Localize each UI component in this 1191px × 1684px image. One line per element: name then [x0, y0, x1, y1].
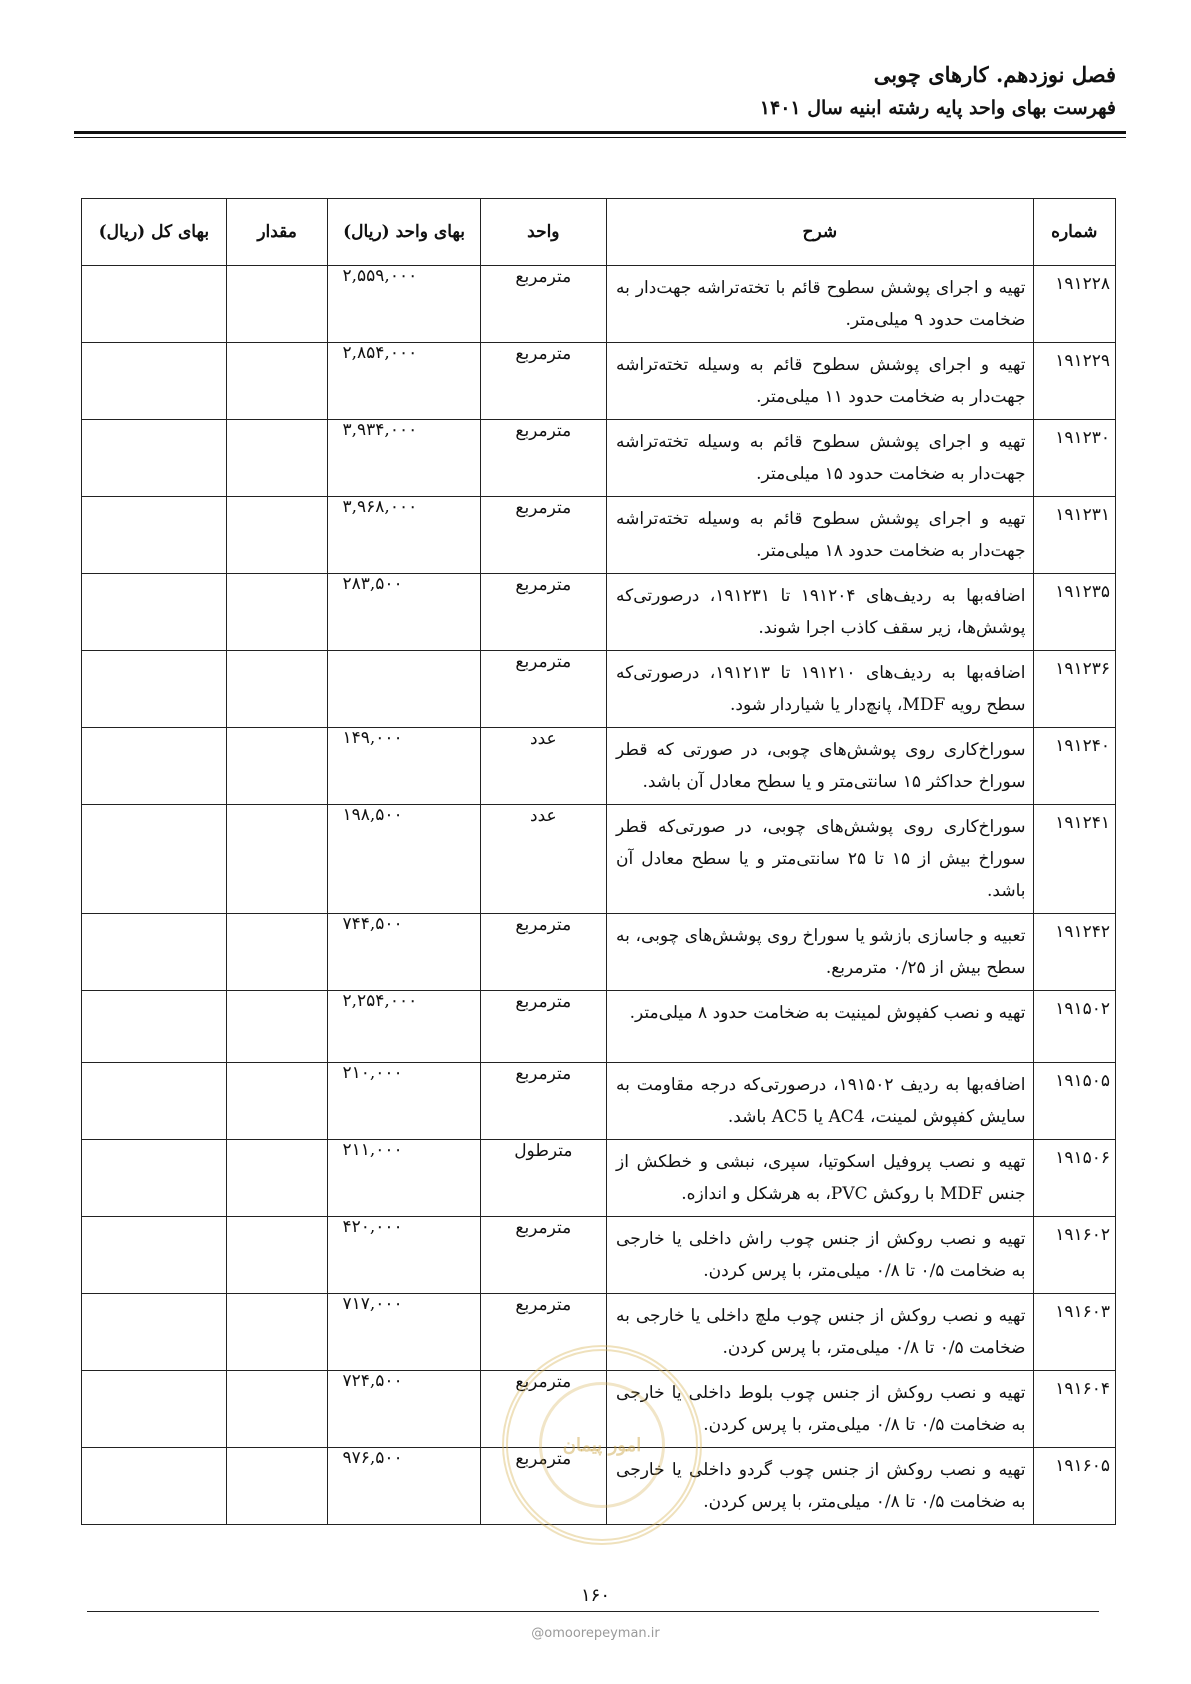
row-total-price [82, 1217, 227, 1294]
row-total-price [82, 1448, 227, 1525]
row-quantity [226, 805, 328, 914]
row-total-price [82, 1063, 227, 1140]
row-number: ۱۹۱۵۰۶ [1033, 1140, 1116, 1217]
column-header-unit: واحد [480, 199, 606, 266]
row-unit-price: ۷۱۷,۰۰۰ [328, 1294, 480, 1371]
footer-rule [87, 1611, 1099, 1612]
row-quantity [226, 651, 328, 728]
column-header-number: شماره [1033, 199, 1116, 266]
row-unit-price: ۱۴۹,۰۰۰ [328, 728, 480, 805]
row-quantity [226, 497, 328, 574]
row-quantity [226, 1063, 328, 1140]
row-number: ۱۹۱۲۳۶ [1033, 651, 1116, 728]
row-unit: مترمربع [480, 991, 606, 1063]
table-row [82, 728, 1116, 805]
row-total-price [82, 991, 227, 1063]
document-subtitle: فهرست بهای واحد پایه رشته ابنیه سال ۱۴۰۱ [759, 97, 1116, 119]
row-total-price [82, 574, 227, 651]
row-quantity [226, 1294, 328, 1371]
row-description: اضافه‌بها به ردیف ۱۹۱۵۰۲، درصورتی‌که درجه مقاومت به سایش کفپوش لمینت، AC4 یا AC5 باشد. [607, 1063, 1033, 1140]
row-unit: مترمربع [480, 420, 606, 497]
row-total-price [82, 1371, 227, 1448]
row-quantity [226, 728, 328, 805]
row-quantity [226, 420, 328, 497]
row-description: تهیه و نصب روکش از جنس چوب بلوط داخلی یا خارجی به ضخامت ۰/۵ تا ۰/۸ میلی‌متر، با پرس کردن. [607, 1371, 1033, 1448]
table-row [82, 914, 1116, 991]
row-unit-price: ۷۲۴,۵۰۰ [328, 1371, 480, 1448]
watermark-text: امور پیمان [539, 1382, 665, 1508]
row-unit-price: ۲۱۱,۰۰۰ [328, 1140, 480, 1217]
table-row [82, 991, 1116, 1063]
row-description: سوراخ‌کاری روی پوشش‌های چوبی، در صورتی که قطر سوراخ حداکثر ۱۵ سانتی‌متر و یا سطح معادل آن باشد. [607, 728, 1033, 805]
row-unit: مترمربع [480, 1371, 606, 1448]
row-unit: مترمربع [480, 343, 606, 420]
row-description: تهیه و اجرای پوشش سطوح قائم به وسیله تخته‌تراشه جهت‌دار به ضخامت حدود ۱۱ میلی‌متر. [607, 343, 1033, 420]
row-unit-price: ۳,۹۶۸,۰۰۰ [328, 497, 480, 574]
row-number: ۱۹۱۶۰۴ [1033, 1371, 1116, 1448]
row-description: سوراخ‌کاری روی پوشش‌های چوبی، در صورتی‌که قطر سوراخ بیش از ۱۵ تا ۲۵ سانتی‌متر و یا سطح معادل آن باشد. [607, 805, 1033, 914]
chapter-title: فصل نوزدهم. کارهای چوبی [873, 62, 1116, 87]
table-body [82, 266, 1116, 1525]
row-unit-price: ۲,۵۵۹,۰۰۰ [328, 266, 480, 343]
row-number: ۱۹۱۲۲۹ [1033, 343, 1116, 420]
row-unit: مترمربع [480, 266, 606, 343]
row-unit-price: ۲,۲۵۴,۰۰۰ [328, 991, 480, 1063]
header-rule-thick [74, 131, 1126, 134]
row-description: تهیه و نصب روکش از جنس چوب راش داخلی یا خارجی به ضخامت ۰/۵ تا ۰/۸ میلی‌متر، با پرس کردن. [607, 1217, 1033, 1294]
row-total-price [82, 914, 227, 991]
row-description: تهیه و نصب پروفیل اسکوتیا، سپری، نبشی و خطکش از جنس MDF با روکش PVC، به هرشکل و اندازه. [607, 1140, 1033, 1217]
row-total-price [82, 805, 227, 914]
row-number: ۱۹۱۲۴۱ [1033, 805, 1116, 914]
page-number: ۱۶۰ [580, 1585, 610, 1606]
column-header-quantity: مقدار [226, 199, 328, 266]
row-quantity [226, 1371, 328, 1448]
row-description: تهیه و اجرای پوشش سطوح قائم با تخته‌تراشه جهت‌دار به ضخامت حدود ۹ میلی‌متر. [607, 266, 1033, 343]
row-number: ۱۹۱۶۰۳ [1033, 1294, 1116, 1371]
row-number: ۱۹۱۲۳۱ [1033, 497, 1116, 574]
table-row [82, 1063, 1116, 1140]
table-header-row [82, 199, 1116, 266]
row-description: تهیه و نصب روکش از جنس چوب گردو داخلی یا خارجی به ضخامت ۰/۵ تا ۰/۸ میلی‌متر، با پرس کردن. [607, 1448, 1033, 1525]
row-total-price [82, 420, 227, 497]
row-unit: عدد [480, 805, 606, 914]
row-quantity [226, 1448, 328, 1525]
row-quantity [226, 1140, 328, 1217]
row-unit-price: ۳,۹۳۴,۰۰۰ [328, 420, 480, 497]
column-header-unit-price: بهای واحد (ریال) [328, 199, 480, 266]
row-quantity [226, 914, 328, 991]
row-total-price [82, 1294, 227, 1371]
row-unit-price: ۲,۸۵۴,۰۰۰ [328, 343, 480, 420]
header-rule-thin [74, 137, 1126, 138]
column-header-total-price: بهای کل (ریال) [82, 199, 227, 266]
row-unit: مترمربع [480, 1217, 606, 1294]
row-number: ۱۹۱۲۴۰ [1033, 728, 1116, 805]
row-unit: مترمربع [480, 651, 606, 728]
table-row [82, 266, 1116, 343]
row-total-price [82, 497, 227, 574]
table-row [82, 651, 1116, 728]
table-row [82, 1217, 1116, 1294]
site-credit: @omoorepeyman.ir [531, 1626, 660, 1641]
row-unit: مترطول [480, 1140, 606, 1217]
row-number: ۱۹۱۶۰۲ [1033, 1217, 1116, 1294]
table-row [82, 574, 1116, 651]
table-row [82, 805, 1116, 914]
row-description: تهیه و اجرای پوشش سطوح قائم به وسیله تخته‌تراشه جهت‌دار به ضخامت حدود ۱۵ میلی‌متر. [607, 420, 1033, 497]
row-number: ۱۹۱۲۳۵ [1033, 574, 1116, 651]
row-quantity [226, 574, 328, 651]
row-unit: عدد [480, 728, 606, 805]
row-unit-price: ۷۴۴,۵۰۰ [328, 914, 480, 991]
row-description: تهیه و نصب کفپوش لمینیت به ضخامت حدود ۸ میلی‌متر. [607, 991, 1033, 1063]
row-quantity [226, 1217, 328, 1294]
row-unit-price [328, 651, 480, 728]
row-number: ۱۹۱۲۲۸ [1033, 266, 1116, 343]
row-description: تهیه و نصب روکش از جنس چوب ملچ داخلی یا خارجی به ضخامت ۰/۵ تا ۰/۸ میلی‌متر، با پرس کردن. [607, 1294, 1033, 1371]
row-unit: مترمربع [480, 1294, 606, 1371]
row-total-price [82, 651, 227, 728]
row-description: تهیه و اجرای پوشش سطوح قائم به وسیله تخته‌تراشه جهت‌دار به ضخامت حدود ۱۸ میلی‌متر. [607, 497, 1033, 574]
row-unit-price: ۴۲۰,۰۰۰ [328, 1217, 480, 1294]
table-row [82, 1371, 1116, 1448]
table-row [82, 1140, 1116, 1217]
table-row [82, 343, 1116, 420]
row-unit-price: ۱۹۸,۵۰۰ [328, 805, 480, 914]
column-header-description: شرح [607, 199, 1033, 266]
price-list-table [81, 198, 1116, 1525]
row-quantity [226, 343, 328, 420]
row-description: اضافه‌بها به ردیف‌های ۱۹۱۲۱۰ تا ۱۹۱۲۱۳، درصورتی‌که سطح رویه MDF، پانچ‌دار یا شیاردار شود. [607, 651, 1033, 728]
row-quantity [226, 991, 328, 1063]
table-row [82, 420, 1116, 497]
row-number: ۱۹۱۲۳۰ [1033, 420, 1116, 497]
row-total-price [82, 1140, 227, 1217]
row-number: ۱۹۱۵۰۵ [1033, 1063, 1116, 1140]
row-unit: مترمربع [480, 497, 606, 574]
table-row [82, 1294, 1116, 1371]
row-description: تعبیه و جاسازی بازشو یا سوراخ روی پوشش‌های چوبی، به سطح بیش از ۰/۲۵ مترمربع. [607, 914, 1033, 991]
row-unit: مترمربع [480, 914, 606, 991]
table-row [82, 1448, 1116, 1525]
row-unit: مترمربع [480, 1448, 606, 1525]
row-quantity [226, 266, 328, 343]
row-number: ۱۹۱۶۰۵ [1033, 1448, 1116, 1525]
row-unit-price: ۲۱۰,۰۰۰ [328, 1063, 480, 1140]
row-unit-price: ۹۷۶,۵۰۰ [328, 1448, 480, 1525]
table-row [82, 497, 1116, 574]
row-description: اضافه‌بها به ردیف‌های ۱۹۱۲۰۴ تا ۱۹۱۲۳۱، درصورتی‌که پوشش‌ها، زیر سقف کاذب اجرا شوند. [607, 574, 1033, 651]
row-unit: مترمربع [480, 574, 606, 651]
row-total-price [82, 343, 227, 420]
row-total-price [82, 728, 227, 805]
row-total-price [82, 266, 227, 343]
page-header [56, 58, 1116, 124]
row-unit-price: ۲۸۳,۵۰۰ [328, 574, 480, 651]
row-number: ۱۹۱۵۰۲ [1033, 991, 1116, 1063]
row-unit: مترمربع [480, 1063, 606, 1140]
row-number: ۱۹۱۲۴۲ [1033, 914, 1116, 991]
